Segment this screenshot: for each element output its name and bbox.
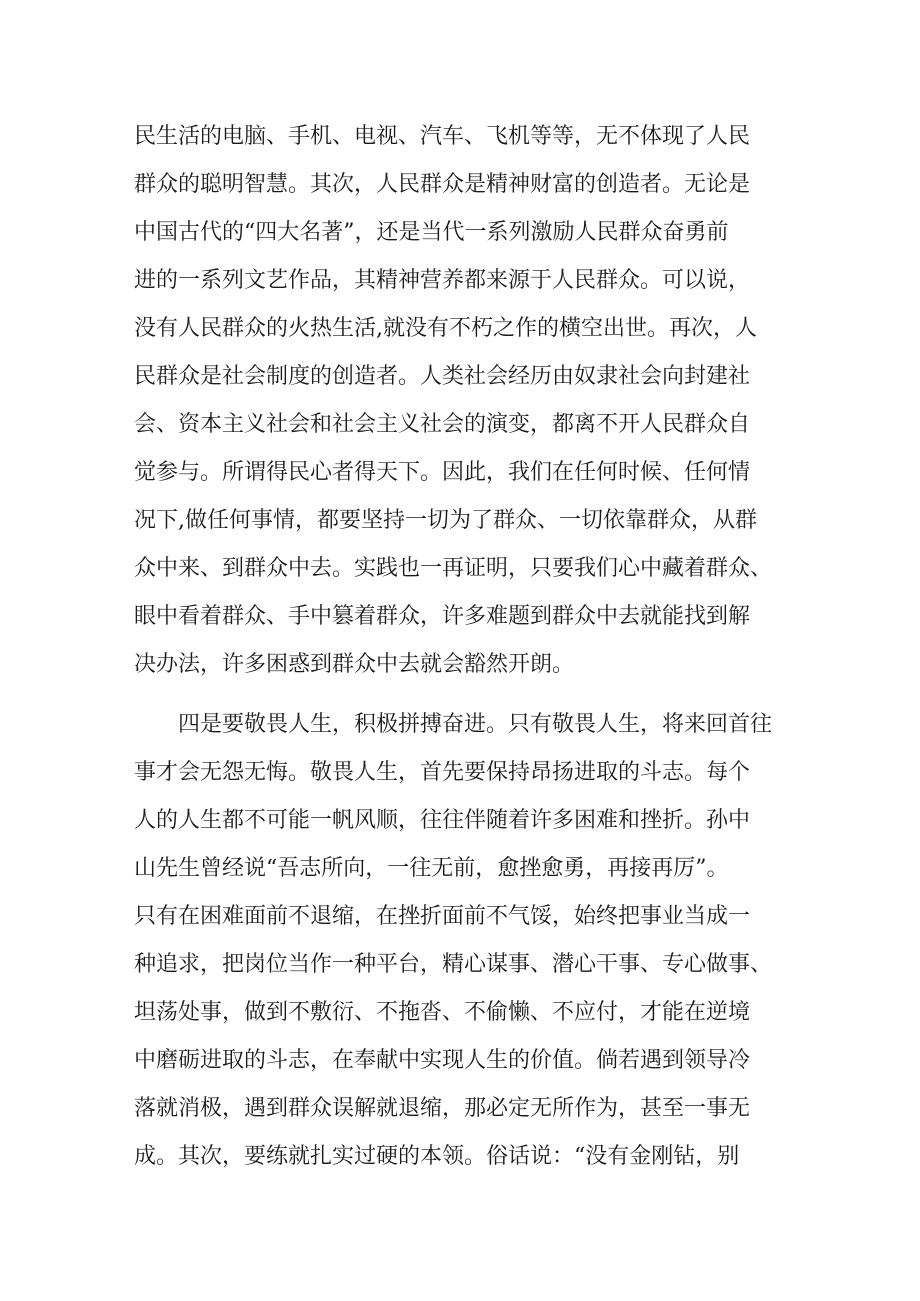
text-line: 坦荡处事，做到不敷衍、不拖沓、不偷懒、不应付，才能在逆境 xyxy=(134,1000,751,1025)
text-line: 成。其次，要练就扎实过硬的本领。俗话说：“没有金刚钻，别 xyxy=(134,1144,740,1169)
text-line: 人的人生都不可能一帆风顺，往往伴随着许多困难和挫折。孙中 xyxy=(134,808,751,833)
text-line: 四是要敬畏人生，积极拼搏奋进。只有敬畏人生，将来回首往 xyxy=(134,712,773,737)
paragraph-1 xyxy=(134,113,794,689)
text-line: 会、资本主义社会和社会主义社会的演变，都离不开人民群众自 xyxy=(134,412,751,437)
text-line: 进的一系列文艺作品，其精神营养都来源于人民群众。可以说， xyxy=(134,268,751,293)
text-line: 眼中看着群众、手中篡着群众，许多难题到群众中去就能找到解 xyxy=(134,604,751,629)
text-line: 况下,做任何事情，都要坚持一切为了群众、一切依靠群众，从群 xyxy=(134,508,757,533)
text-line: 决办法，许多困惑到群众中去就会豁然开朗。 xyxy=(134,652,575,677)
text-line: 觉参与。所谓得民心者得天下。因此，我们在任何时候、任何情 xyxy=(134,460,751,485)
text-line: 群众的聪明智慧。其次，人民群众是精神财富的创造者。无论是 xyxy=(134,172,751,197)
text-line: 中国古代的“四大名著”，还是当代一系列激励人民群众奋勇前 xyxy=(134,220,729,245)
text-line: 众中来、到群众中去。实践也一再证明，只要我们心中藏着群众、 xyxy=(134,556,773,581)
text-line: 落就消极，遇到群众误解就退缩，那必定无所作为，甚至一事无 xyxy=(134,1096,751,1121)
text-line: 事才会无怨无悔。敬畏人生，首先要保持昂扬进取的斗志。每个 xyxy=(134,760,751,785)
text-line: 山先生曾经说“吾志所向，一往无前，愈挫愈勇，再接再厉”。 xyxy=(134,856,729,881)
text-line: 只有在困难面前不退缩，在挫折面前不气馁，始终把事业当成一 xyxy=(134,904,751,929)
text-line: 种追求，把岗位当作一种平台，精心谋事、潜心干事、专心做事、 xyxy=(134,952,773,977)
text-line: 民生活的电脑、手机、电视、汽车、飞机等等，无不体现了人民 xyxy=(134,124,751,149)
text-line: 没有人民群众的火热生活,就没有不朽之作的横空出世。再次，人 xyxy=(134,316,757,341)
paragraph-2 xyxy=(134,701,794,1181)
text-line: 民群众是社会制度的创造者。人类社会经历由奴隶社会向封建社 xyxy=(134,364,751,389)
text-line: 中磨砺进取的斗志，在奉献中实现人生的价值。倘若遇到领导冷 xyxy=(134,1048,751,1073)
